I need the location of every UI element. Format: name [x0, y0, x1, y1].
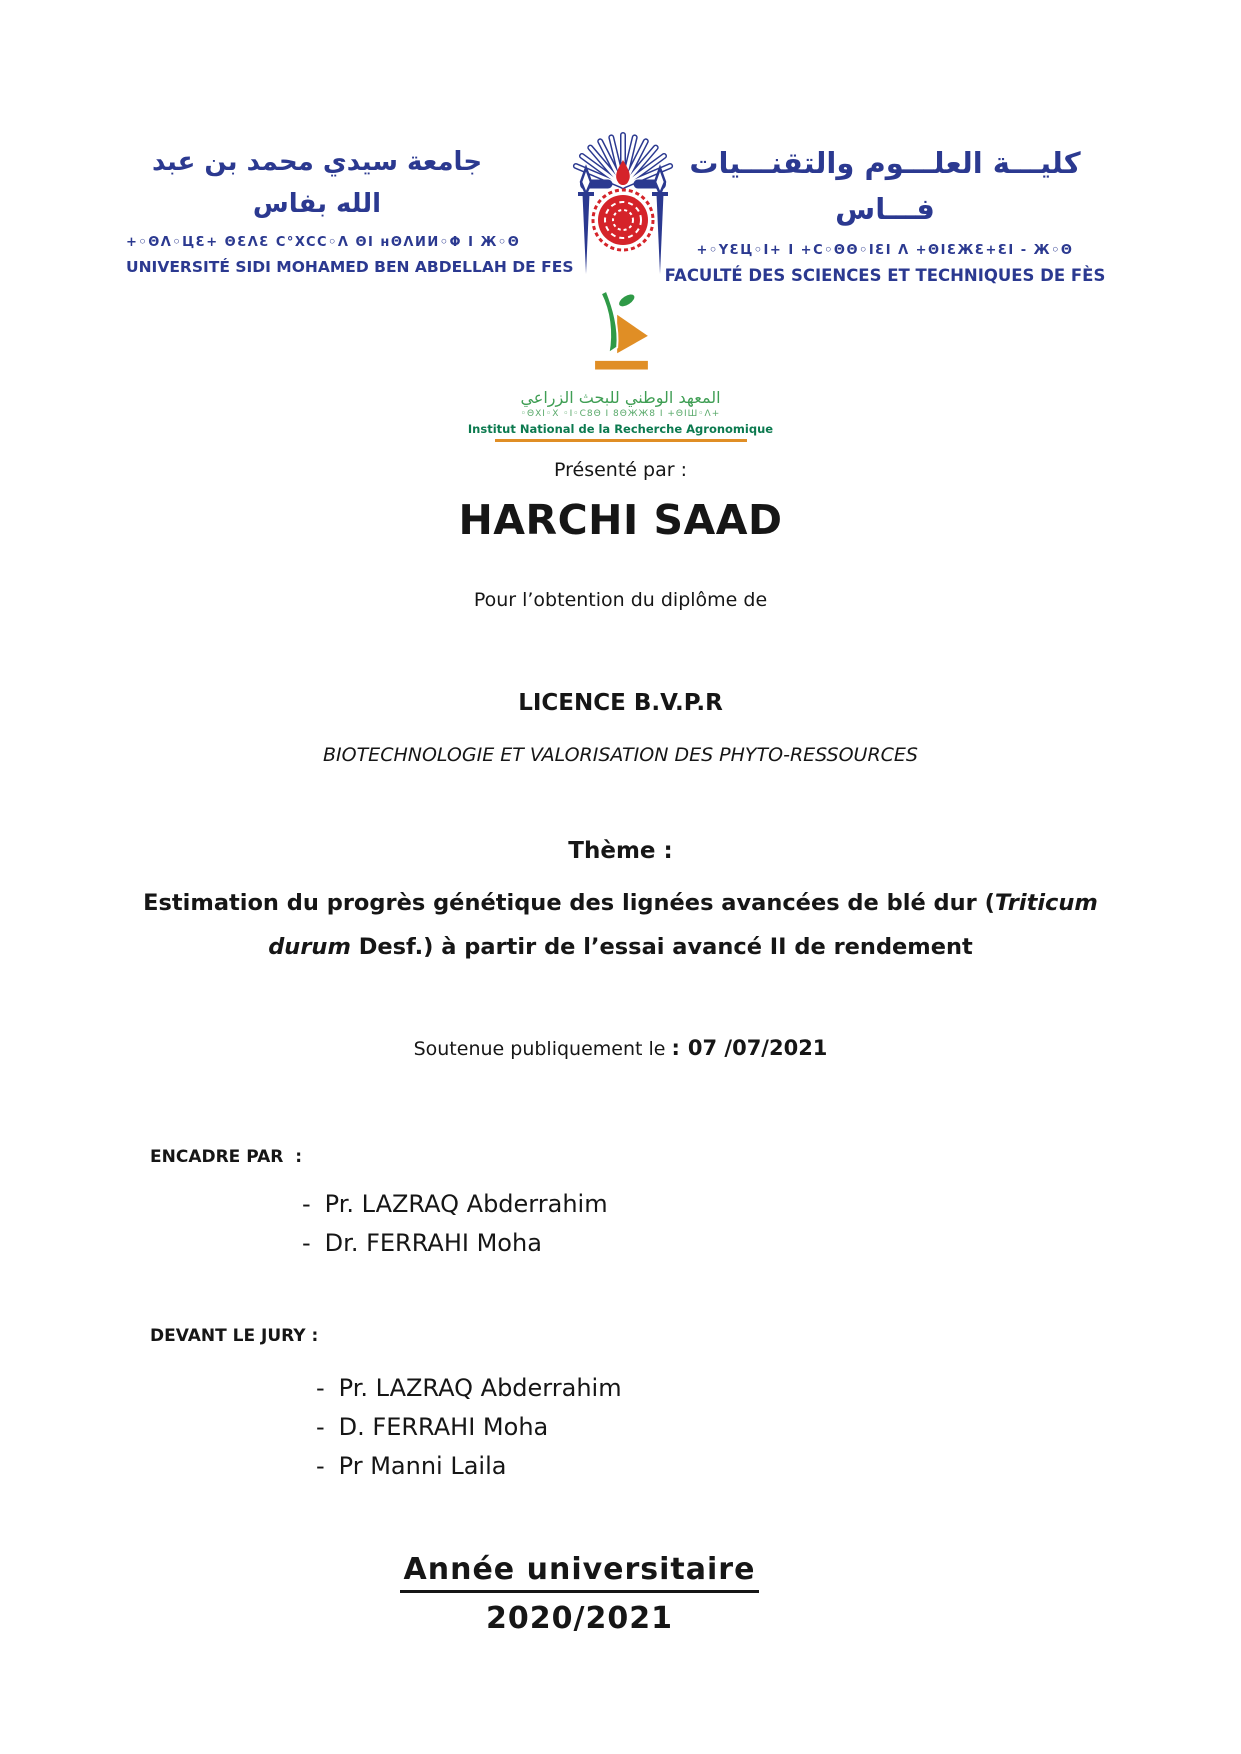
presented-by-label: Présenté par : [554, 459, 687, 481]
thesis-title [0, 882, 1241, 970]
faculty-header-block [655, 140, 1115, 285]
degree-title: LICENCE B.V.P.R [518, 690, 723, 716]
supervisor-item [302, 1229, 608, 1257]
defense-date-line [0, 1036, 1241, 1060]
inra-logo-icon [573, 286, 669, 382]
supervisors-list [302, 1190, 608, 1268]
jury-member-name: Pr. LAZRAQ Abderrahim [338, 1374, 622, 1402]
jury-member-name: Pr Manni Laila [338, 1452, 507, 1480]
university-name-arabic: جامعة سيدي محمد بن عبد الله بفاس [151, 147, 483, 219]
faculty-name-tifinagh: +◦YƐЦ◦Ι+ Ι +C◦ΘΘ◦ΙƐΙ Λ +ΘΙƐЖƐ+ƐΙ - Ж◦Θ [696, 242, 1074, 258]
inra-underline [495, 439, 747, 442]
dash-bullet: - [316, 1374, 325, 1402]
faculty-name-french: FACULTÉ DES SCIENCES ET TECHNIQUES DE FÈS [664, 265, 1106, 285]
specialty-title: BIOTECHNOLOGIE ET VALORISATION DES PHYTO-RESSOURCES [322, 744, 918, 766]
inra-name-french: Institut National de la Recherche Agronomique [467, 422, 774, 436]
university-header-block [126, 142, 574, 277]
jury-item [316, 1452, 622, 1480]
thesis-title-line-1: Estimation du progrès génétique des lignées avancées de blé dur (Triticum [143, 890, 1098, 916]
inra-logo-block [0, 286, 1241, 442]
jury-label: DEVANT LE JURY : [150, 1326, 319, 1346]
jury-member-name: D. FERRAHI Moha [338, 1413, 549, 1441]
defense-date-label: Soutenue publiquement le [413, 1038, 666, 1060]
supervisor-name: Pr. LAZRAQ Abderrahim [324, 1190, 608, 1218]
supervisor-item [302, 1190, 608, 1218]
academic-year-value: 2020/2021 [486, 1601, 673, 1636]
dash-bullet: - [302, 1190, 311, 1218]
dash-bullet: - [302, 1229, 311, 1257]
supervisors-label: ENCADRE PAR : [150, 1147, 302, 1167]
academic-year-block [0, 1552, 1159, 1636]
theme-label: Thème : [568, 838, 673, 864]
faculty-name-arabic: كليـــة العلـــوم والتقنـــيات فـــاس [689, 146, 1081, 227]
inra-name-arabic: المعهد الوطني للبحث الزراعي [520, 388, 721, 407]
dash-bullet: - [316, 1413, 325, 1441]
supervisor-name: Dr. FERRAHI Moha [324, 1229, 542, 1257]
defense-date-value: 07 /07/2021 [687, 1036, 828, 1060]
university-name-tifinagh: +◦ΘΛ◦ЦƐ+ ΘƐΛƐ C°XCC◦Λ ΘΙ ʜΘΛИИ◦Φ Ι Ж◦Θ [126, 235, 521, 251]
jury-item [316, 1374, 622, 1402]
university-name-french: UNIVERSITÉ SIDI MOHAMED BEN ABDELLAH DE FES [126, 258, 574, 277]
defense-date-colon: : [671, 1036, 680, 1060]
academic-year-label: Année universitaire [400, 1552, 760, 1593]
dash-bullet: - [316, 1452, 325, 1480]
jury-list [316, 1374, 622, 1491]
author-name: HARCHI SAAD [458, 496, 783, 544]
inra-name-tifinagh: ◦ΘXΙ◦X ◦Ι◦C8Θ Ι 8ΘЖЖ8 Ι +ΘΙШ◦Λ+ [520, 409, 721, 419]
thesis-title-line-2: durum Desf.) à partir de l’essai avancé II de rendement [268, 933, 973, 960]
jury-item [316, 1413, 622, 1441]
diploma-intro-text: Pour l’obtention du diplôme de [473, 589, 768, 611]
